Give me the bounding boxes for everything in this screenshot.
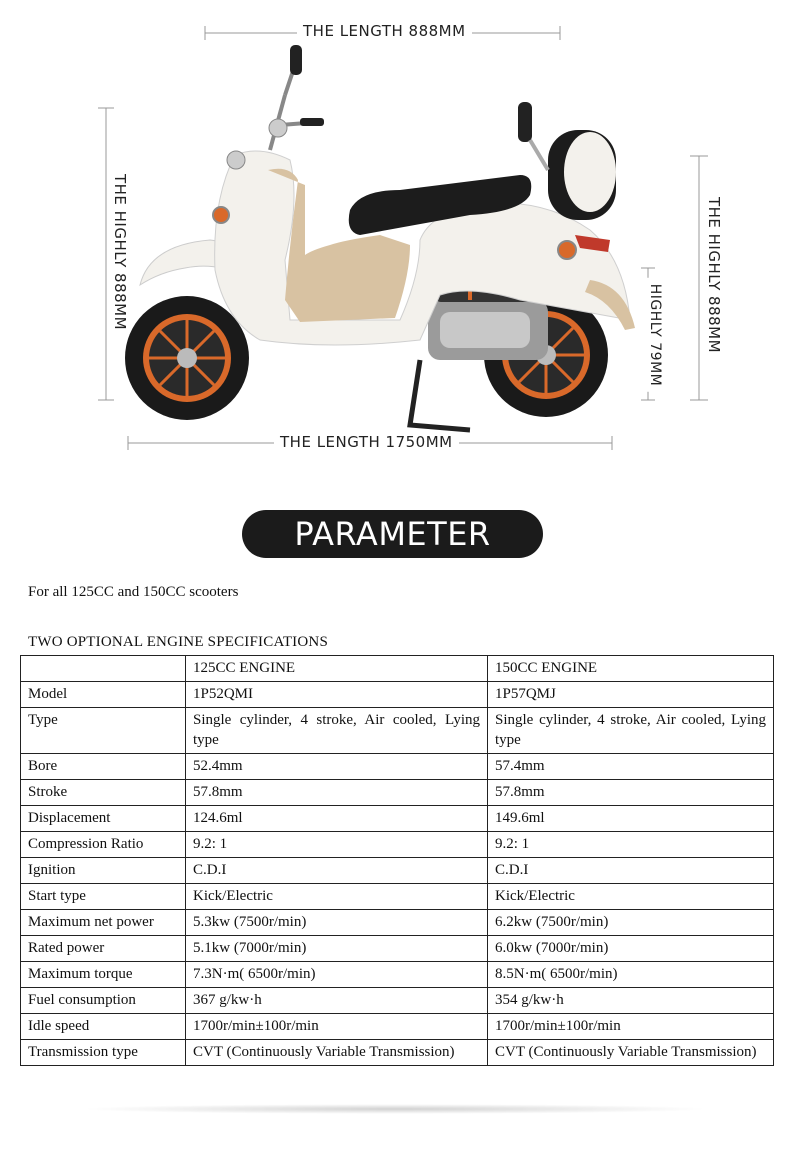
cell-125cc: 124.6ml	[186, 806, 488, 832]
table-row	[21, 910, 774, 936]
cell-125cc: 5.3kw (7500r/min)	[186, 910, 488, 936]
row-label: Idle speed	[21, 1014, 186, 1040]
table-row	[21, 1014, 774, 1040]
dimension-seat-height: HIGHLY 79MM	[647, 278, 663, 392]
intro-text: For all 125CC and 150CC scooters	[28, 584, 239, 600]
row-label: Maximum net power	[21, 910, 186, 936]
dimension-top-length: THE LENGTH 888MM	[297, 22, 472, 40]
side-light	[227, 151, 245, 169]
row-label: Ignition	[21, 858, 186, 884]
table-row	[21, 682, 774, 708]
table-row	[21, 806, 774, 832]
cell-150cc: Single cylinder, 4 stroke, Air cooled, Lying type	[488, 708, 774, 754]
dimension-right-height: THE HIGHLY 888MM	[705, 191, 723, 359]
header-cell: 150CC ENGINE	[488, 656, 774, 682]
cell-125cc: 9.2: 1	[186, 832, 488, 858]
scooter-figure	[0, 0, 790, 470]
row-label: Maximum torque	[21, 962, 186, 988]
row-label: Compression Ratio	[21, 832, 186, 858]
cell-150cc: 1P57QMJ	[488, 682, 774, 708]
table-row	[21, 988, 774, 1014]
cell-125cc: CVT (Continuously Variable Transmission)	[186, 1040, 488, 1066]
cell-150cc: 6.0kw (7000r/min)	[488, 936, 774, 962]
table-shadow	[80, 1104, 710, 1114]
cell-125cc: 367 g/kw·h	[186, 988, 488, 1014]
row-label: Displacement	[21, 806, 186, 832]
row-label: Type	[21, 708, 186, 754]
cell-150cc: 57.4mm	[488, 754, 774, 780]
cell-150cc: CVT (Continuously Variable Transmission)	[488, 1040, 774, 1066]
cell-150cc: 354 g/kw·h	[488, 988, 774, 1014]
grip	[300, 118, 324, 126]
row-label: Stroke	[21, 780, 186, 806]
table-row	[21, 962, 774, 988]
table-row	[21, 858, 774, 884]
parameter-banner	[242, 510, 543, 558]
kickstand	[410, 360, 470, 430]
table-row	[21, 936, 774, 962]
cell-125cc: 1P52QMI	[186, 682, 488, 708]
cell-125cc: Kick/Electric	[186, 884, 488, 910]
table-row	[21, 780, 774, 806]
spec-table	[20, 655, 774, 1066]
cell-150cc: Kick/Electric	[488, 884, 774, 910]
table-row	[21, 708, 774, 754]
header-cell	[21, 656, 186, 682]
row-label: Fuel consumption	[21, 988, 186, 1014]
header-cell: 125CC ENGINE	[186, 656, 488, 682]
headlight	[269, 119, 287, 137]
cell-150cc: C.D.I	[488, 858, 774, 884]
mirror	[290, 45, 302, 75]
cell-125cc: 1700r/min±100r/min	[186, 1014, 488, 1040]
parameter-banner-label: PARAMETER	[294, 515, 491, 553]
cell-125cc: 7.3N·m( 6500r/min)	[186, 962, 488, 988]
cell-125cc: C.D.I	[186, 858, 488, 884]
top-box	[518, 102, 616, 220]
table-row	[21, 832, 774, 858]
table-header-row	[21, 656, 774, 682]
row-label: Rated power	[21, 936, 186, 962]
table-row	[21, 754, 774, 780]
cell-125cc: Single cylinder, 4 stroke, Air cooled, Lying type	[186, 708, 488, 754]
cell-125cc: 52.4mm	[186, 754, 488, 780]
rear-indicator	[558, 241, 576, 259]
cell-150cc: 9.2: 1	[488, 832, 774, 858]
dimension-bottom-length: THE LENGTH 1750MM	[274, 433, 459, 451]
cell-150cc: 149.6ml	[488, 806, 774, 832]
cell-125cc: 57.8mm	[186, 780, 488, 806]
table-row	[21, 1040, 774, 1066]
cell-150cc: 6.2kw (7500r/min)	[488, 910, 774, 936]
dimension-left-height: THE HIGHLY 888MM	[111, 168, 129, 336]
front-wheel	[125, 296, 249, 420]
front-indicator	[213, 207, 229, 223]
row-label: Bore	[21, 754, 186, 780]
cell-150cc: 1700r/min±100r/min	[488, 1014, 774, 1040]
row-label: Transmission type	[21, 1040, 186, 1066]
row-label: Model	[21, 682, 186, 708]
cell-150cc: 8.5N·m( 6500r/min)	[488, 962, 774, 988]
row-label: Start type	[21, 884, 186, 910]
spec-title: TWO OPTIONAL ENGINE SPECIFICATIONS	[28, 634, 328, 650]
cell-125cc: 5.1kw (7000r/min)	[186, 936, 488, 962]
table-row	[21, 884, 774, 910]
cell-150cc: 57.8mm	[488, 780, 774, 806]
